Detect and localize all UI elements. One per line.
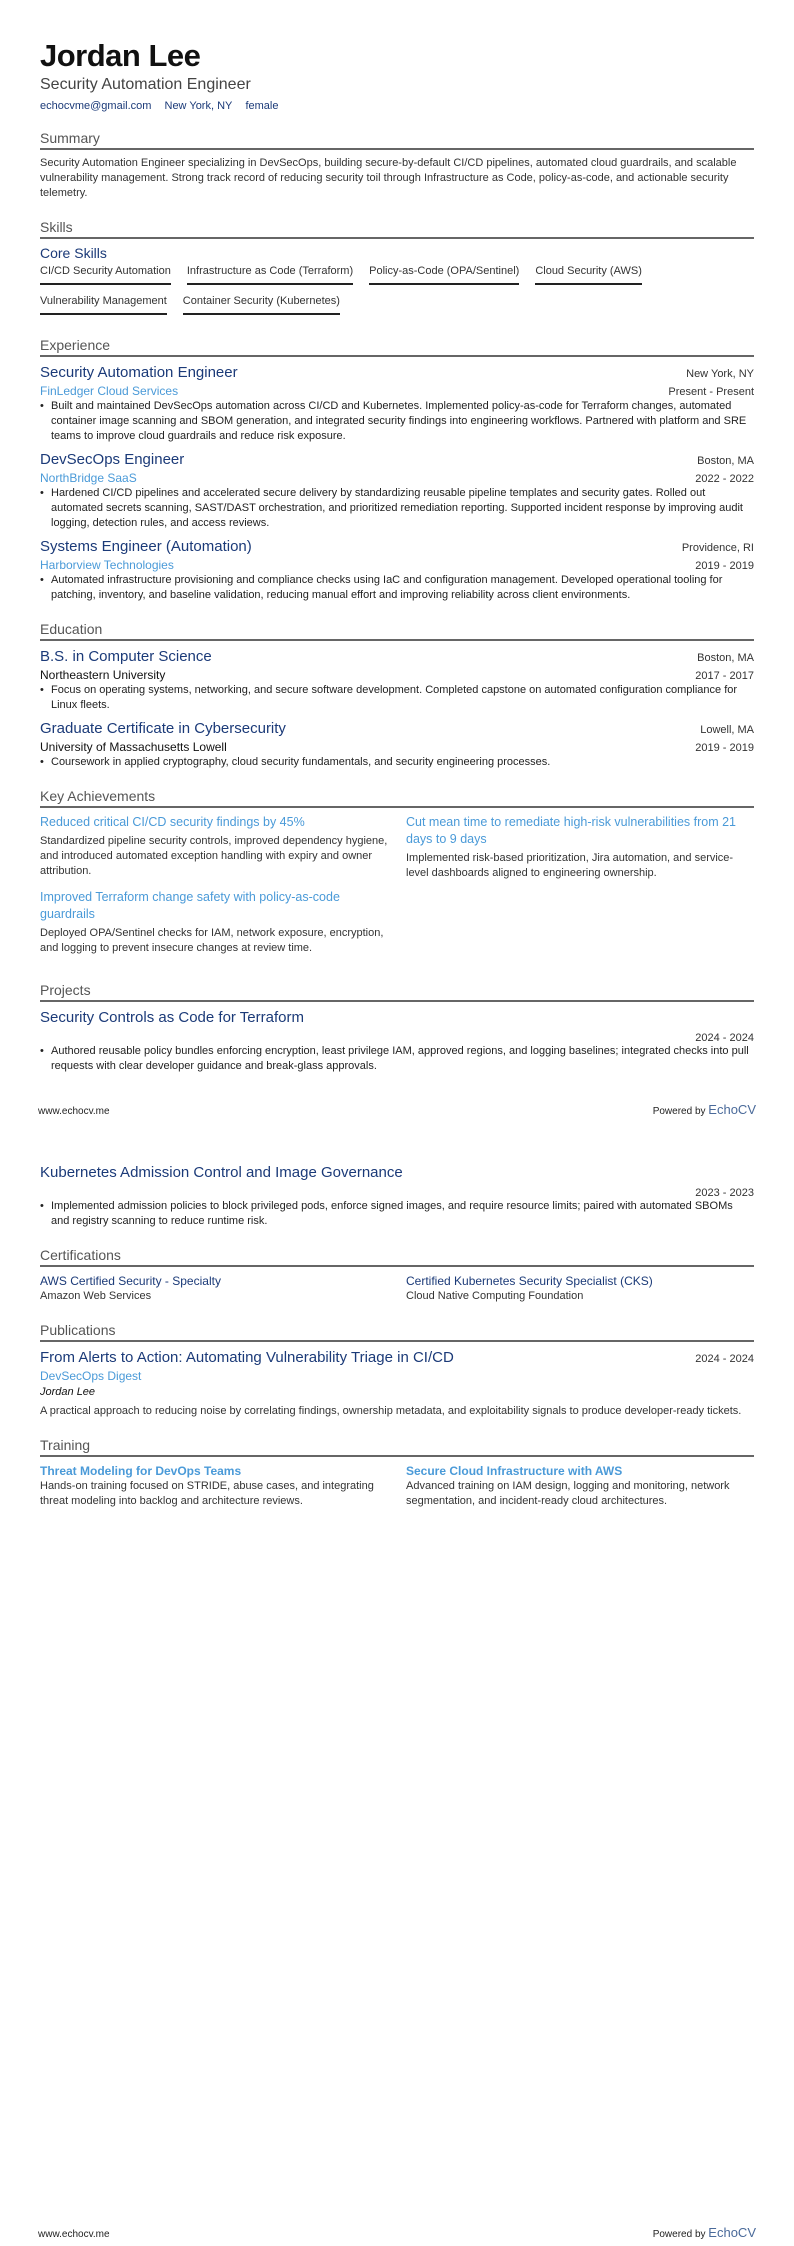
publication-text: A practical approach to reducing noise by correlating findings, ownership metadata, and exploitability signals to produce developer-ready tickets. [40,1405,742,1417]
powered-by: Powered by [652,1106,706,1117]
skill-chip: Infrastructure as Code (Terraform) [187,265,353,285]
achievement-text: Standardized pipeline security controls, improved dependency hygiene, and introduced automated exception handling with expiry and owner attribution. [40,835,388,877]
projects-section [40,982,754,1074]
powered-by: Powered by [652,2229,706,2240]
echocv-logo[interactable]: EchoCV [708,1102,756,1117]
training-title: Threat Modeling for DevOps Teams [40,1464,242,1478]
section-heading: Publications [40,1322,754,1342]
section-heading: Certifications [40,1247,754,1267]
page-footer [38,1102,756,1117]
training-title: Secure Cloud Infrastructure with AWS [406,1464,623,1478]
achievement [40,889,388,956]
cert-issuer: Amazon Web Services [40,1290,152,1302]
edu-dates: 2019 - 2019 [695,742,754,754]
job-bullet: • Built and maintained DevSecOps automation across CI/CD and Kubernetes. Implemented policy-as-code for Terraform changes, automated container image scanning and SBOM generation, and integrated security findings into engineering workflows. Partnered with platform and SRE teams to improve cloud guardrails and reduce risk exposure. [40,399,754,444]
training-text: Advanced training on IAM design, logging and monitoring, network segmentation, and incident-ready cloud architectures. [406,1480,730,1507]
skill-chip: Container Security (Kubernetes) [183,295,340,315]
edu-dates: 2017 - 2017 [695,670,754,682]
project-dates: 2024 - 2024 [695,1032,754,1044]
email-link[interactable]: echocvme@gmail.com [40,100,152,112]
training-item [406,1463,754,1509]
edu-bullet: • Coursework in applied cryptography, cloud security fundamentals, and security engineering processes. [40,755,754,770]
project-dates: 2023 - 2023 [695,1187,754,1199]
project-title: Kubernetes Admission Control and Image Governance [40,1164,403,1181]
cert-name: Certified Kubernetes Security Specialist (CKS) [406,1274,653,1288]
skill-chip: CI/CD Security Automation [40,265,171,285]
skill-chip: Policy-as-Code (OPA/Sentinel) [369,265,519,285]
section-heading: Experience [40,337,754,357]
certification [40,1273,388,1304]
job-title: DevSecOps Engineer [40,451,185,468]
experience-entry [40,537,754,603]
achievement-text: Deployed OPA/Sentinel checks for IAM, network exposure, encryption, and logging to prevent insecure changes at review time. [40,927,384,954]
job-dates: 2022 - 2022 [695,473,754,485]
skill-group-title: Core Skills [40,245,107,261]
publication-title: From Alerts to Action: Automating Vulnerability Triage in CI/CD [40,1349,454,1366]
project-entry [40,1163,754,1229]
section-heading: Training [40,1437,754,1457]
job-bullet: • Automated infrastructure provisioning and compliance checks using IaC and configuration management. Developed operational tooling for patching, inventory, and baseline validation, reducing manual effort and improving reliability across client environments. [40,573,754,603]
skill-chip: Vulnerability Management [40,295,167,315]
job-location: Boston, MA [697,455,754,467]
achievement [40,814,388,881]
job-title: Systems Engineer (Automation) [40,538,252,555]
publisher: DevSecOps Digest [40,1369,142,1383]
publications-section [40,1322,754,1419]
job-location: Providence, RI [681,542,754,554]
training-item [40,1463,388,1509]
skill-chip: Cloud Security (AWS) [535,265,642,285]
training-section [40,1437,754,1509]
project-title: Security Controls as Code for Terraform [40,1009,304,1026]
degree: Graduate Certificate in Cybersecurity [40,720,286,737]
achievement-title: Reduced critical CI/CD security findings by 45% [40,815,305,829]
job-location: New York, NY [686,368,754,380]
edu-location: Boston, MA [697,652,754,664]
gender: female [245,100,279,112]
page-footer [38,2225,756,2240]
job-dates: 2019 - 2019 [695,560,754,572]
certifications-section [40,1247,754,1304]
publication-author: Jordan Lee [40,1386,96,1398]
job-dates: Present - Present [668,386,754,398]
job-title: Security Automation Engineer [40,364,238,381]
company: Harborview Technologies [40,558,174,572]
footer-site-link[interactable]: www.echocv.me [38,1106,110,1117]
company: FinLedger Cloud Services [40,384,179,398]
edu-location: Lowell, MA [700,724,754,736]
candidate-name: Jordan Lee [40,38,201,73]
location: New York, NY [164,100,233,112]
skills-section [40,219,754,319]
achievement-text: Implemented risk-based prioritization, Jira automation, and service-level dashboards aligned to engineering ownership. [406,852,734,879]
certification [406,1273,754,1304]
degree: B.S. in Computer Science [40,648,212,665]
job-bullet: • Hardened CI/CD pipelines and accelerated secure delivery by standardizing reusable pipeline templates and security gates. Rolled out automated secrets scanning, SAST/DAST orchestration, and prioritized remediation reporting. Supported incident response by improving audit logging, detection rules, and access reviews. [40,486,754,531]
school: University of Massachusetts Lowell [40,740,227,754]
candidate-title: Security Automation Engineer [40,76,251,93]
achievement [406,814,754,881]
project-bullet: • Authored reusable policy bundles enforcing encryption, least privilege IAM, approved regions, and logging baselines; integrated checks into pull requests with clear developer guidance and break-glass approvals. [40,1044,754,1074]
publication-dates: 2024 - 2024 [695,1353,754,1365]
section-heading: Summary [40,130,754,150]
summary-text: Security Automation Engineer specializing in DevSecOps, building secure-by-default CI/CD pipelines, automated cloud guardrails, and scalable vulnerability management. Strong track record of reducing security toil through Infrastructure as Code, policy-as-code, and actionable security telemetry. [40,157,737,199]
resume-page-2 [0,1123,794,2246]
company: NorthBridge SaaS [40,471,137,485]
summary-section [40,130,754,201]
experience-section [40,337,754,603]
achievement-title: Improved Terraform change safety with policy-as-code guardrails [40,890,340,921]
project-bullet: • Implemented admission policies to block privileged pods, enforce signed images, and require resource limits; paired with automated SBOMs and registry scanning to reduce runtime risk. [40,1199,754,1229]
section-heading: Projects [40,982,754,1002]
training-text: Hands-on training focused on STRIDE, abuse cases, and integrating threat modeling into backlog and architecture reviews. [40,1480,374,1507]
contact-info [40,100,754,112]
achievement-title: Cut mean time to remediate high-risk vulnerabilities from 21 days to 9 days [406,815,736,846]
section-heading: Key Achievements [40,788,754,808]
project-entry [40,1008,754,1074]
footer-site-link[interactable]: www.echocv.me [38,2229,110,2240]
section-heading: Skills [40,219,754,239]
cert-issuer: Cloud Native Computing Foundation [406,1290,584,1302]
experience-entry [40,363,754,444]
school: Northeastern University [40,668,166,682]
cert-name: AWS Certified Security - Specialty [40,1274,221,1288]
echocv-logo[interactable]: EchoCV [708,2225,756,2240]
section-heading: Education [40,621,754,641]
achievements-section [40,788,754,964]
education-entry [40,719,754,770]
edu-bullet: • Focus on operating systems, networking, and secure software development. Completed capstone on automated configuration compliance for Linux fleets. [40,683,754,713]
education-entry [40,647,754,713]
experience-entry [40,450,754,531]
education-section [40,621,754,770]
